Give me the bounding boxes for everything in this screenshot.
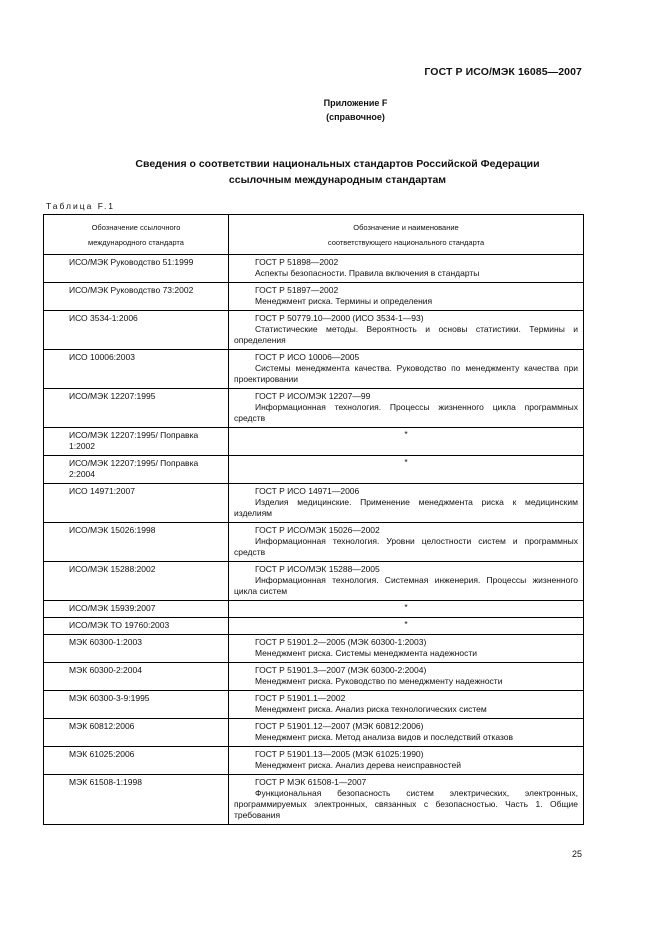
table-row xyxy=(44,350,584,389)
national-standard-code: ГОСТ Р ИСО 10006—2005 xyxy=(255,352,360,362)
national-standard-cell xyxy=(229,311,584,350)
table-row xyxy=(44,389,584,428)
table-row xyxy=(44,523,584,562)
no-national-equivalent-cell: * xyxy=(229,618,584,635)
title-line-1: Сведения о соответствии национальных стандартов Российской Федерации xyxy=(135,158,540,170)
intl-standard-cell: ИСО/МЭК 15939:2007 xyxy=(44,601,229,618)
appendix-type: (справочное) xyxy=(326,112,385,122)
intl-standard-cell: МЭК 60300-2:2004 xyxy=(44,663,229,691)
national-standard-code: ГОСТ Р 51901.13—2005 (МЭК 61025:1990) xyxy=(255,749,424,759)
national-standard-cell xyxy=(229,389,584,428)
table-row xyxy=(44,456,584,484)
intl-standard-cell: ИСО/МЭК 12207:1995/ Поправка 2:2004 xyxy=(44,456,229,484)
intl-standard-cell: ИСО/МЭК 12207:1995/ Поправка 1:2002 xyxy=(44,428,229,456)
national-standard-cell xyxy=(229,635,584,663)
section-title xyxy=(0,156,661,188)
table-row xyxy=(44,775,584,825)
appendix-label: Приложение F xyxy=(323,98,388,108)
no-national-equivalent-cell: * xyxy=(229,428,584,456)
national-standard-code: ГОСТ Р 51901.1—2002 xyxy=(255,693,346,703)
correspondence-table xyxy=(43,214,584,825)
header-intl-standard: Обозначение ссылочного международного стандарта xyxy=(44,215,229,255)
national-standard-title: Информационная технология. Системная инженерия. Процессы жизненного цикла систем xyxy=(234,575,578,596)
table-row xyxy=(44,484,584,523)
intl-standard-cell: ИСО 3534-1:2006 xyxy=(44,311,229,350)
national-standard-cell xyxy=(229,484,584,523)
intl-standard-cell: ИСО/МЭК 15288:2002 xyxy=(44,562,229,601)
table-row xyxy=(44,428,584,456)
national-standard-code: ГОСТ Р МЭК 61508-1—2007 xyxy=(255,777,367,787)
national-standard-code: ГОСТ Р 51897—2002 xyxy=(255,285,339,295)
table-row xyxy=(44,719,584,747)
national-standard-title: Аспекты безопасности. Правила включения в стандарты xyxy=(255,268,480,278)
national-standard-code: ГОСТ Р 51901.2—2005 (МЭК 60300-1:2003) xyxy=(255,637,427,647)
table-row xyxy=(44,283,584,311)
national-standard-code: ГОСТ Р 50779.10—2000 (ИСО 3534-1—93) xyxy=(255,313,424,323)
intl-standard-cell: МЭК 60300-1:2003 xyxy=(44,635,229,663)
national-standard-title: Функциональная безопасность систем электрических, электронных, программируемых электронных, связанных с безопасностью. Часть 1. Общие требования xyxy=(234,788,578,820)
table-body xyxy=(44,255,584,825)
table-row xyxy=(44,635,584,663)
no-national-equivalent-cell: * xyxy=(229,601,584,618)
intl-standard-cell: МЭК 60812:2006 xyxy=(44,719,229,747)
intl-standard-cell: ИСО/МЭК ТО 19760:2003 xyxy=(44,618,229,635)
page-number: 25 xyxy=(571,849,582,859)
table-row xyxy=(44,562,584,601)
national-standard-title: Менеджмент риска. Анализ риска технологических систем xyxy=(255,704,487,714)
national-standard-code: ГОСТ Р 51898—2002 xyxy=(255,257,339,267)
table-row xyxy=(44,691,584,719)
national-standard-cell xyxy=(229,775,584,825)
intl-standard-cell: ИСО/МЭК Руководство 73:2002 xyxy=(44,283,229,311)
national-standard-code: ГОСТ Р ИСО 14971—2006 xyxy=(255,486,360,496)
table-row xyxy=(44,663,584,691)
intl-standard-cell: ИСО 14971:2007 xyxy=(44,484,229,523)
intl-standard-cell: ИСО/МЭК 15026:1998 xyxy=(44,523,229,562)
header-national-standard: Обозначение и наименование соответствующего национального стандарта xyxy=(229,215,584,255)
table-row xyxy=(44,618,584,635)
national-standard-title: Информационная технология. Процессы жизненного цикла программных средств xyxy=(234,402,578,423)
table-label: Таблица F.1 xyxy=(46,201,116,211)
national-standard-title: Менеджмент риска. Термины и определения xyxy=(255,296,433,306)
table-row xyxy=(44,311,584,350)
national-standard-title: Менеджмент риска. Анализ дерева неисправностей xyxy=(255,760,462,770)
national-standard-title: Менеджмент риска. Системы менеджмента надежности xyxy=(255,648,477,658)
intl-standard-cell: МЭК 61025:2006 xyxy=(44,747,229,775)
national-standard-title: Менеджмент риска. Руководство по менеджменту надежности xyxy=(255,676,503,686)
national-standard-code: ГОСТ Р 51901.3—2007 (МЭК 60300-2:2004) xyxy=(255,665,427,675)
national-standard-cell xyxy=(229,255,584,283)
table-row xyxy=(44,601,584,618)
intl-standard-cell: ИСО/МЭК Руководство 51:1999 xyxy=(44,255,229,283)
national-standard-cell xyxy=(229,747,584,775)
national-standard-title: Статистические методы. Вероятность и основы статистики. Термины и определения xyxy=(234,324,578,345)
national-standard-cell xyxy=(229,283,584,311)
intl-standard-cell: ИСО/МЭК 12207:1995 xyxy=(44,389,229,428)
national-standard-title: Изделия медицинские. Применение менеджмента риска к медицинским изделиям xyxy=(234,497,578,518)
national-standard-cell xyxy=(229,562,584,601)
national-standard-title: Системы менеджмента качества. Руководство по менеджменту качества при проектировании xyxy=(234,363,578,384)
table-header-row xyxy=(44,215,584,255)
intl-standard-cell: ИСО 10006:2003 xyxy=(44,350,229,389)
no-national-equivalent-cell: * xyxy=(229,456,584,484)
table-row xyxy=(44,255,584,283)
national-standard-cell xyxy=(229,350,584,389)
national-standard-cell xyxy=(229,719,584,747)
national-standard-code: ГОСТ Р ИСО/МЭК 15288—2005 xyxy=(255,564,380,574)
appendix-heading xyxy=(0,96,661,124)
national-standard-cell xyxy=(229,523,584,562)
national-standard-code: ГОСТ Р ИСО/МЭК 15026—2002 xyxy=(255,525,380,535)
title-line-2: ссылочным международным стандартам xyxy=(228,174,447,186)
national-standard-title: Информационная технология. Уровни целостности систем и программных средств xyxy=(234,536,578,557)
national-standard-cell xyxy=(229,691,584,719)
table-row xyxy=(44,747,584,775)
national-standard-cell xyxy=(229,663,584,691)
national-standard-code: ГОСТ Р ИСО/МЭК 12207—99 xyxy=(255,391,371,401)
document-header: ГОСТ Р ИСО/МЭК 16085—2007 xyxy=(424,66,582,78)
national-standard-code: ГОСТ Р 51901.12—2007 (МЭК 60812:2006) xyxy=(255,721,424,731)
intl-standard-cell: МЭК 61508-1:1998 xyxy=(44,775,229,825)
national-standard-title: Менеджмент риска. Метод анализа видов и последствий отказов xyxy=(255,732,514,742)
intl-standard-cell: МЭК 60300-3-9:1995 xyxy=(44,691,229,719)
